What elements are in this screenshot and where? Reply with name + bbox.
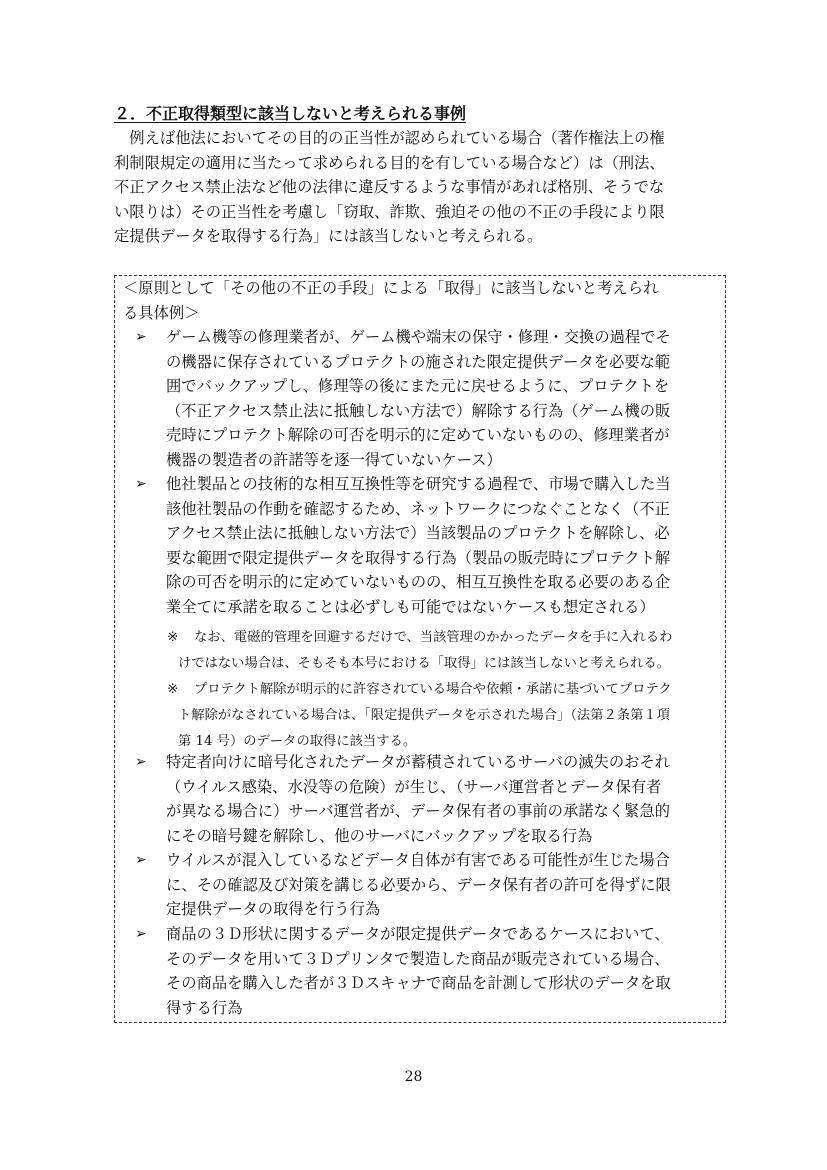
item-line: ゲーム機等の修理業者が、ゲーム機や端末の保守・修理・交換の過程でそ [166, 328, 671, 346]
note-line: 第 14 号）のデータの取得に該当する。 [178, 734, 417, 749]
intro-line: い限りは）その正当性を考慮し「窃取、詐欺、強迫その他の不正の手段により限 [114, 202, 665, 221]
note-mark: ※ [167, 682, 179, 697]
intro-line: 例えば他法においてその目的の正当性が認められている場合（著作権法上の権 [114, 129, 665, 147]
arrow-bullet-icon: ➢ [135, 926, 147, 942]
item-line: そのデータを用いて３Ｄプリンタで製造した商品が販売されている場合、 [166, 949, 670, 968]
example-item-text [166, 472, 671, 619]
example-item-text [166, 922, 671, 1020]
item-line: が異なる場合に）サーバ運営者が、データ保有者の事前の承諾なく緊急的 [166, 802, 671, 820]
item-line: に、その確認及び対策を講じる必要から、データ保有者の許可を得ずに限 [166, 875, 671, 894]
item-line: ウイルスが混入しているなどデータ自体が有害である可能性が生じた場合 [166, 851, 670, 869]
example-item-text [166, 750, 670, 848]
item-line: 他社製品との技術的な相互互換性等を研究する過程で、市場で購入した当 [166, 475, 671, 493]
arrow-bullet-icon: ➢ [135, 476, 147, 492]
arrow-bullet-icon: ➢ [135, 754, 147, 770]
item-line: （ウイルス感染、水没等の危険）が生じ、（サーバ運営者とデータ保有者 [166, 777, 662, 796]
example-item-text [166, 325, 671, 472]
note-line: プロテクト解除が明示的に許容されている場合や依頼・承諾に基づいてプロテク [194, 682, 672, 697]
box-title-line: る具体例＞ [123, 303, 200, 322]
item-line: 業全てに承諾を取ることは必ずしも可能ではないケースも想定される） [166, 597, 655, 616]
item-line: 除の可否を明示的に定めていないものの、相互互換性を取る必要のある企 [166, 573, 671, 591]
note-line: なお、電磁的管理を回避するだけで、当該管理のかかったデータを手に入れるわ [194, 630, 673, 645]
section-heading: ２．不正取得類型に該当しないと考えられる事例 [114, 104, 467, 123]
box-title-line: ＜原則として「その他の不正の手段」による「取得」に該当しないと考えられ [123, 279, 659, 297]
item-line: 該他社製品の作動を確認するため、ネットワークにつなぐことなく（不正 [166, 499, 670, 518]
note-line: けではない場合は、そもそも本号における「取得」には該当しないと考えられる。 [178, 656, 670, 671]
intro-line: 不正アクセス禁止法など他の法律に違反するような事情があれば格別、そうでな [114, 178, 665, 196]
item-line: にその暗号鍵を解除し、他のサーバにバックアップを取る行為 [166, 826, 593, 845]
note-text [178, 625, 673, 677]
note-line: ト解除がなされている場合は、「限定提供データを示された場合」（法第２条第１項 [178, 708, 670, 723]
item-line: その商品を購入した者が３Ｄスキャナで商品を計測して形状のデータを取 [166, 974, 671, 992]
note-mark: ※ [167, 630, 179, 645]
item-line: 機器の製造者の許諾等を逐一得ていないケース） [166, 450, 502, 469]
arrow-bullet-icon: ➢ [135, 329, 147, 345]
item-line: 商品の３Ｄ形状に関するデータが限定提供データであるケースにおいて、 [166, 925, 670, 943]
examples-box-title [123, 276, 658, 325]
item-line: 囲でバックアップし、修理等の後にまた元に戻せるように、プロテクトを [166, 377, 670, 395]
item-line: の機器に保存されているプロテクトの施された限定提供データを必要な範 [166, 352, 671, 371]
item-line: 特定者向けに暗号化されたデータが蓄積されているサーバの滅失のおそれ [166, 753, 671, 771]
page-number: 28 [404, 1069, 423, 1085]
examples-box [114, 275, 726, 1023]
note-text [178, 677, 672, 755]
intro-paragraph [114, 126, 714, 249]
arrow-bullet-icon: ➢ [135, 852, 147, 868]
item-line: アクセス禁止法に抵触しない方法で）当該製品のプロテクトを解除し、必 [166, 524, 670, 542]
item-line: 要な範囲で限定提供データを取得する行為（製品の販売時にプロテクト解 [166, 548, 671, 567]
example-item-text [166, 848, 671, 922]
intro-line: 定提供データを取得する行為」には該当しないと考えられる。 [114, 227, 543, 245]
item-line: （不正アクセス禁止法に抵触しない方法で）解除する行為（ゲーム機の販 [166, 401, 671, 420]
item-line: 定提供データの取得を行う行為 [166, 900, 381, 918]
item-line: 売時にプロテクト解除の可否を明示的に定めていないものの、修理業者が [166, 426, 670, 444]
intro-line: 利制限規定の適用に当たって求められる目的を有している場合など）は（刑法、 [114, 153, 665, 172]
item-line: 得する行為 [166, 998, 243, 1017]
